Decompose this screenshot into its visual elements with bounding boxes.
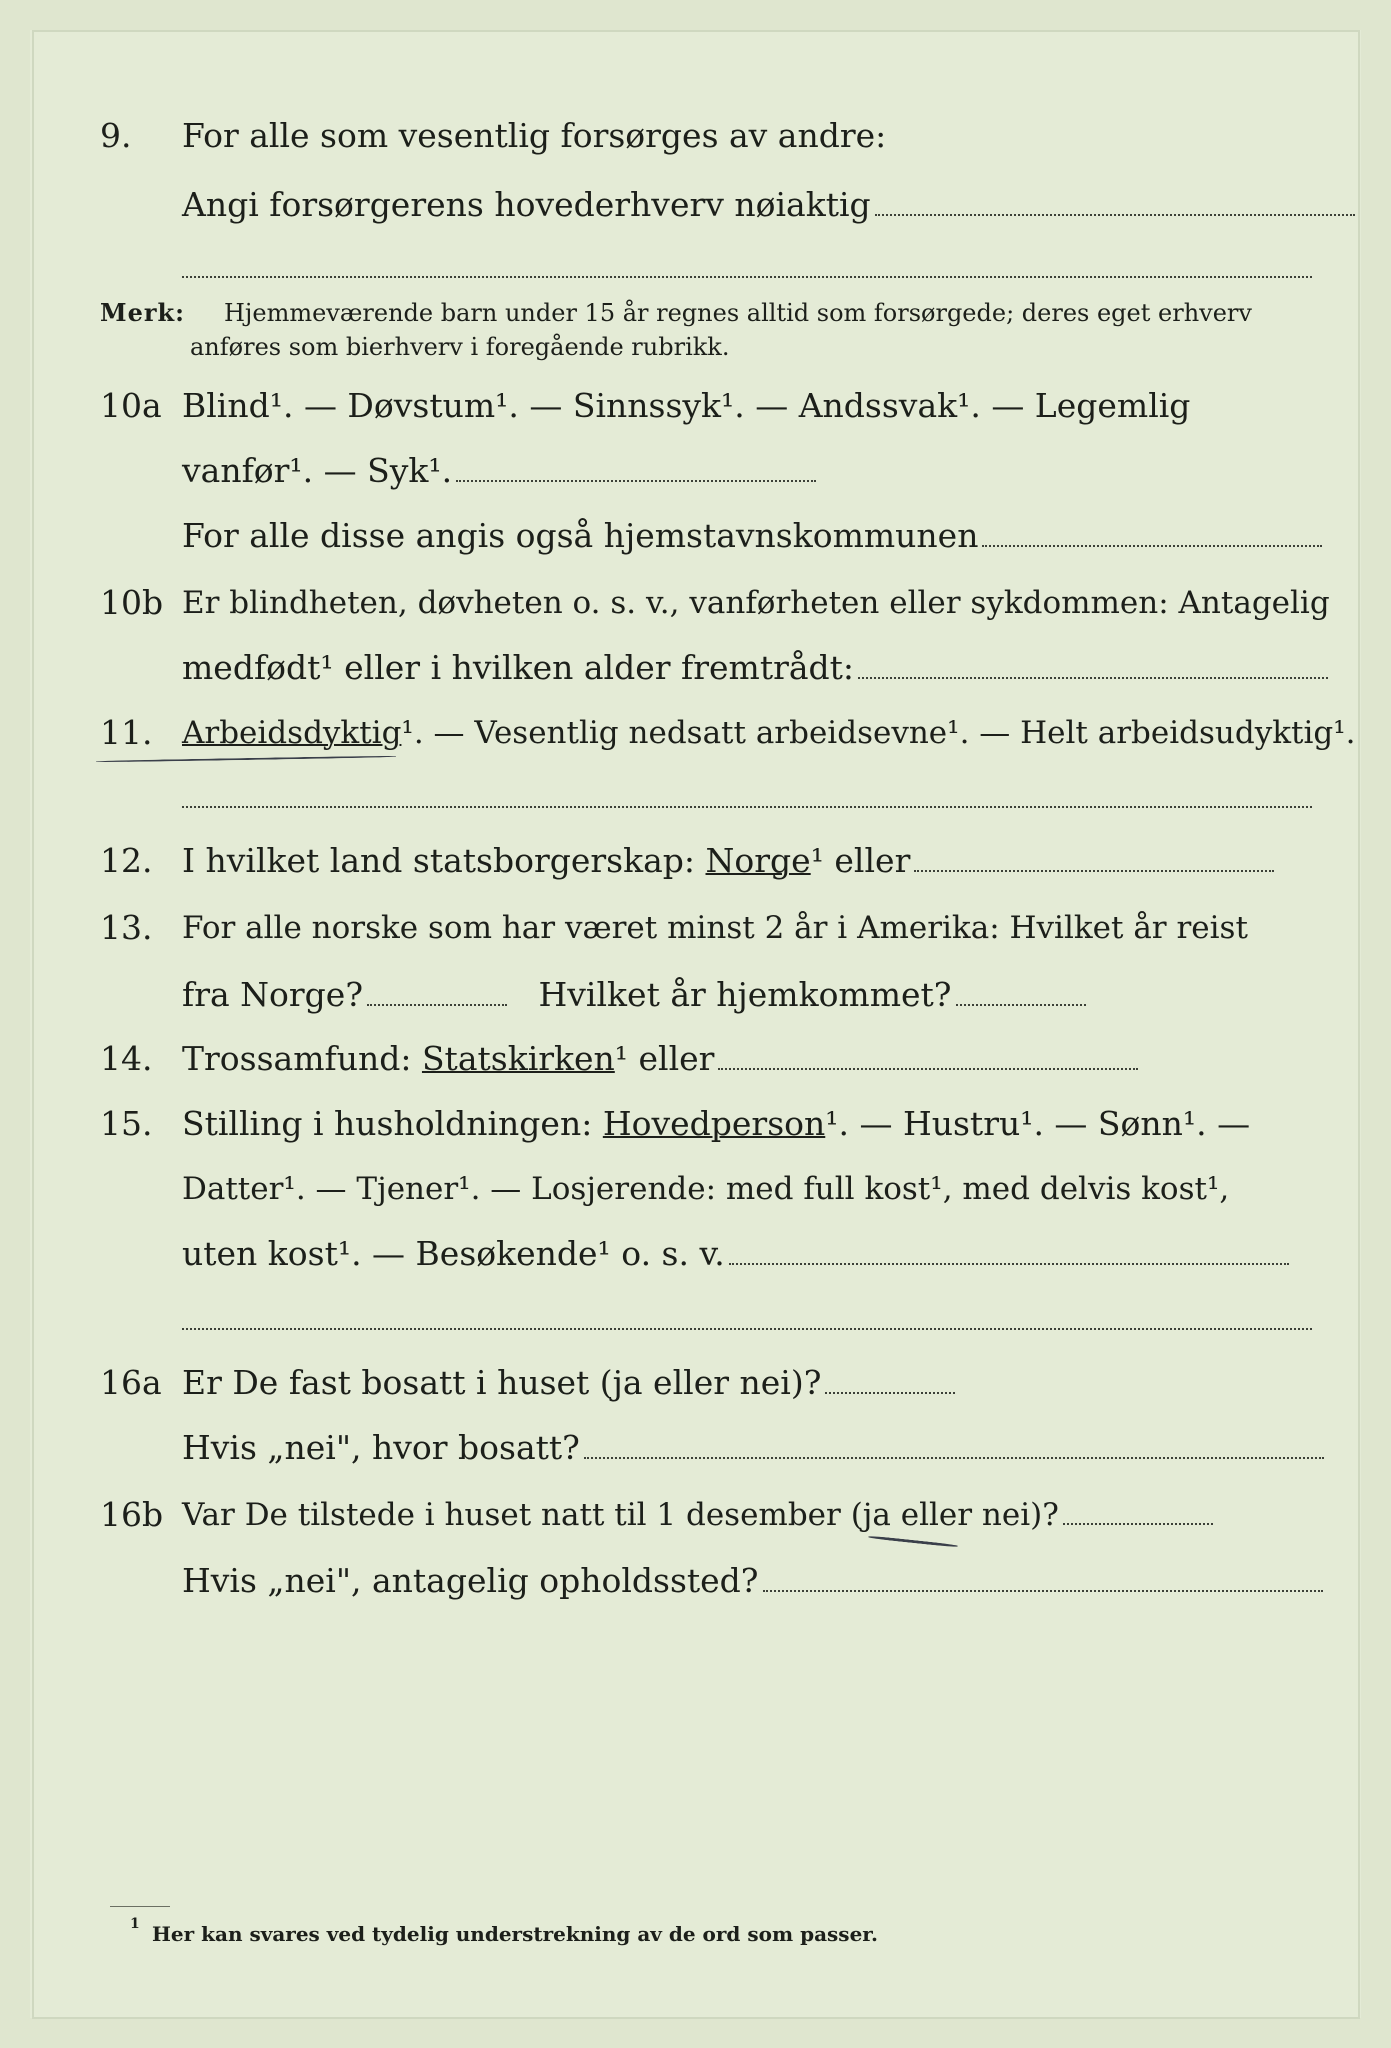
q14-answer-field[interactable]	[718, 1060, 1138, 1070]
q16b-line2: Hvis „nei", antagelig opholdssted?	[182, 1561, 759, 1600]
q12-post: ¹ eller	[810, 841, 911, 880]
q15-text: Stilling i husholdningen:	[182, 1104, 593, 1143]
q16b-answer-field[interactable]	[1063, 1515, 1213, 1525]
merk-line2: anføres som bierhverv i foregående rubrikk.	[190, 333, 730, 361]
footnote	[130, 1916, 878, 1946]
q11-number: 11.	[100, 713, 153, 752]
q15-post: ¹. — Hustru¹. — Sønn¹. —	[825, 1104, 1251, 1143]
footnote-text: Her kan svares ved tydelig understrekning av de ord som passer.	[152, 1922, 878, 1946]
q12-answer-field[interactable]	[914, 862, 1274, 872]
q10b-line1: Er blindheten, døvheten o. s. v., vanførheten eller sykdommen: Antagelig	[182, 585, 1330, 621]
q9-answer-field[interactable]	[875, 206, 1355, 216]
q13-number: 13.	[100, 908, 153, 947]
q15-option-hovedperson[interactable]: Hovedperson	[602, 1104, 826, 1143]
q10a-answer-field[interactable]	[456, 472, 816, 482]
q13-line1: For alle norske som har været minst 2 år i Amerika: Hvilket år reist	[182, 910, 1248, 946]
footnote-rule	[110, 1906, 170, 1907]
q13-hjemkommet-field[interactable]	[956, 996, 1086, 1006]
q9-number: 9.	[100, 116, 132, 155]
q11-answer-line[interactable]	[182, 806, 1312, 808]
q15-answer-line[interactable]	[182, 1328, 1312, 1330]
merk-line1: Hjemmeværende barn under 15 år regnes alltid som forsørgede; deres eget erhverv	[224, 299, 1252, 327]
q10b-line2: medfødt¹ eller i hvilken alder fremtrådt:	[182, 648, 855, 687]
q14-number: 14.	[100, 1039, 153, 1078]
q9-line2: Angi forsørgerens hovederhverv nøiaktig	[182, 185, 871, 224]
q12-text: I hvilket land statsborgerskap:	[182, 841, 696, 880]
q15-line3: uten kost¹. — Besøkende¹ o. s. v.	[182, 1234, 725, 1273]
q16a-answer-field[interactable]	[825, 1384, 955, 1394]
q16b-line1: Var De tilstede i huset natt til 1 desember (ja eller nei)?	[182, 1497, 1059, 1533]
q13-part2: Hvilket år hjemkommet?	[538, 975, 952, 1014]
q16b-opholdssted-field[interactable]	[763, 1582, 1323, 1592]
q10a-line3: For alle disse angis også hjemstavnskommunen	[182, 516, 979, 555]
q9-line1: For alle som vesentlig forsørges av andre:	[182, 116, 887, 155]
q16a-line2: Hvis „nei", hvor bosatt?	[182, 1428, 580, 1467]
q10a-hjemstavn-field[interactable]	[982, 537, 1322, 547]
q14-option-statskirken[interactable]: Statskirken	[421, 1039, 615, 1078]
q10b-number: 10b	[100, 583, 164, 622]
footnote-mark: 1	[130, 1916, 140, 1932]
q12-option-norge[interactable]: Norge	[705, 841, 811, 880]
q13-part1: fra Norge?	[182, 975, 364, 1014]
q15-number: 15.	[100, 1104, 153, 1143]
q16a-line1: Er De fast bosatt i huset (ja eller nei)?	[182, 1363, 822, 1402]
q13-reist-field[interactable]	[367, 996, 507, 1006]
q15-answer-field[interactable]	[729, 1255, 1289, 1265]
q16b-number: 16b	[100, 1495, 164, 1534]
q10a-line1: Blind¹. — Døvstum¹. — Sinnssyk¹. — Andssvak¹. — Legemlig	[182, 386, 1191, 425]
q10a-number: 10a	[100, 386, 162, 425]
q16a-bosatt-field[interactable]	[584, 1449, 1324, 1459]
q10a-line2: vanfør¹. — Syk¹.	[182, 451, 453, 490]
q12-number: 12.	[100, 841, 153, 880]
merk-label: Merk:	[100, 298, 185, 327]
q9-answer-line[interactable]	[182, 276, 1312, 278]
q16a-number: 16a	[100, 1363, 162, 1402]
q15-line2: Datter¹. — Tjener¹. — Losjerende: med full kost¹, med delvis kost¹,	[182, 1171, 1230, 1207]
q10b-answer-field[interactable]	[858, 669, 1328, 679]
q14-post: ¹ eller	[614, 1039, 715, 1078]
q11-option-arbeidsdyktig[interactable]: Arbeidsdyktig	[182, 715, 402, 751]
q14-text: Trossamfund:	[182, 1039, 412, 1078]
q11-rest: ¹. — Vesentlig nedsatt arbeidsevne¹. — Helt arbeidsudyktig¹.	[401, 715, 1356, 751]
